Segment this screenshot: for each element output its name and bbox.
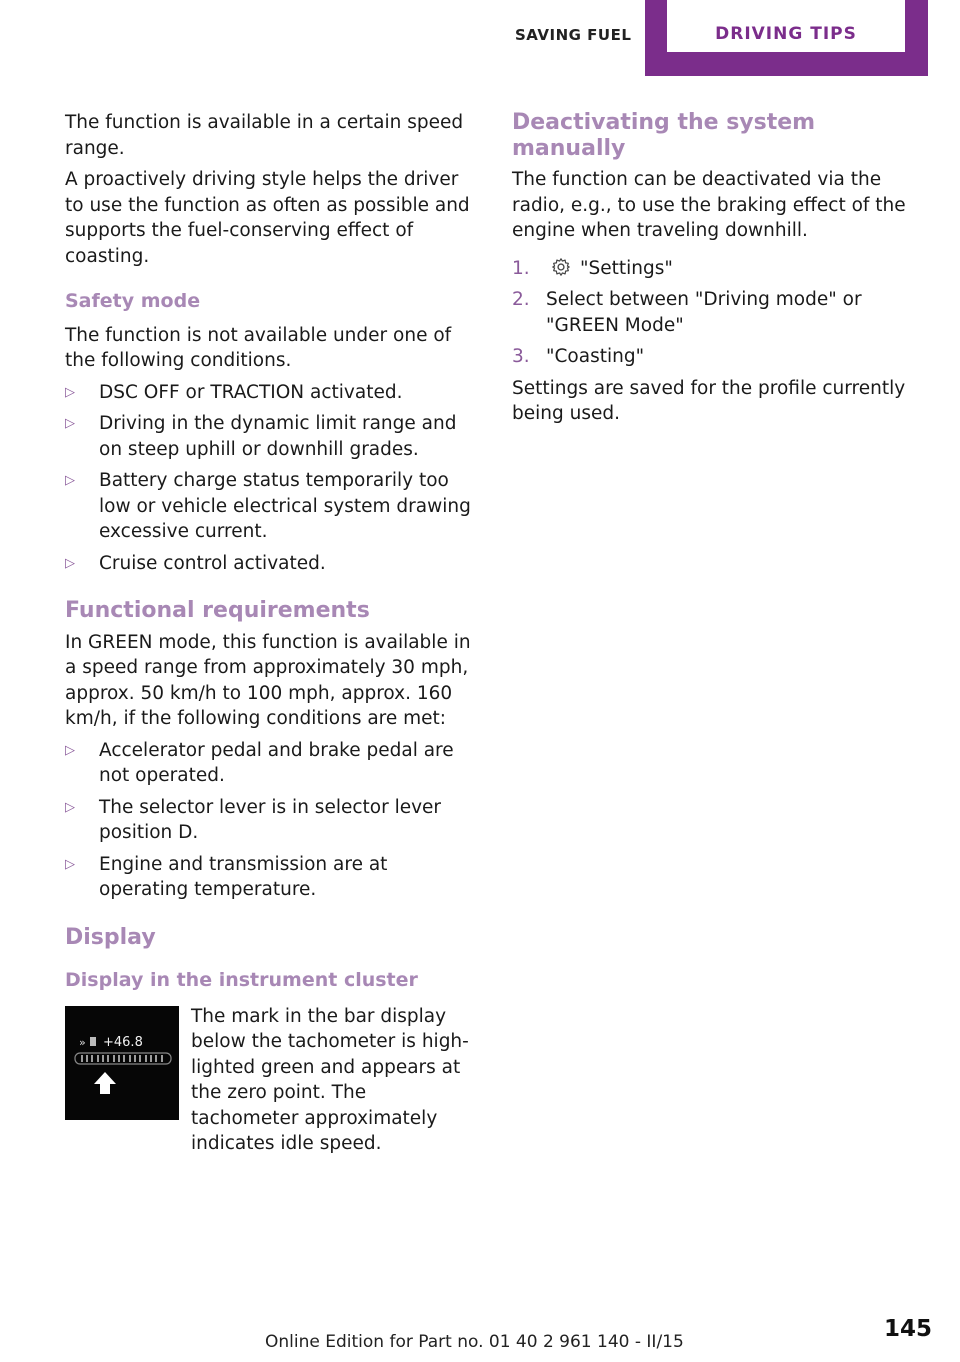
- list-item: [65, 795, 477, 846]
- list-item: [65, 411, 477, 462]
- footer-edition: Online Edition for Part no. 01 40 2 961 140 - II/15: [265, 1332, 684, 1352]
- step-text: "Settings": [580, 257, 673, 279]
- list-item-text: Engine and transmission are at operating temperature.: [99, 853, 388, 900]
- deactivating-text: The function can be deactivated via the radio, e.g., to use the braking effect of the engine when traveling downhill.: [512, 169, 906, 241]
- list-item: [65, 380, 477, 406]
- display-heading: Display: [65, 924, 156, 950]
- gear-icon: [550, 256, 572, 278]
- cluster-value: +46.8: [103, 1034, 143, 1050]
- triangle-bullet-icon: ▷: [65, 384, 75, 400]
- triangle-bullet-icon: ▷: [65, 416, 75, 431]
- display-text: The mark in the bar display below the tachometer is highlighted green and appears at the zero point. The tachometer approximately indicates idle speed.: [191, 1005, 469, 1154]
- double-chevron-icon: »: [79, 1035, 86, 1049]
- right-column: [512, 110, 920, 433]
- functional-requirements-text: In GREEN mode, this function is available in a speed range from approximately 30 mph, approx. 50 km/h to 100 mph, approx. 160 km/h, if the following conditions are met:: [65, 631, 471, 729]
- display-sub-heading: Display in the instrument cluster: [65, 969, 418, 991]
- section-title: SAVING FUEL: [515, 26, 632, 44]
- list-item: [65, 852, 477, 903]
- triangle-bullet-icon: ▷: [65, 742, 75, 758]
- list-item: [65, 551, 477, 577]
- left-column: [65, 110, 477, 1163]
- safety-mode-list: [65, 380, 477, 577]
- list-item: [65, 738, 477, 789]
- step-item: [512, 344, 920, 370]
- instrument-cluster-image: [65, 1006, 179, 1120]
- step-number: 3.: [512, 346, 530, 367]
- step-text: Select between "Driving mode" or "GREEN Mode": [546, 289, 862, 336]
- triangle-bullet-icon: ▷: [65, 856, 75, 872]
- up-arrow-icon: [94, 1072, 116, 1084]
- list-item-text: Accelerator pedal and brake pedal are not operated.: [99, 739, 454, 786]
- list-item-text: Driving in the dynamic limit range and on steep uphill or downhill grades.: [99, 413, 457, 460]
- functional-requirements-heading: Functional requirements: [65, 598, 370, 623]
- triangle-bullet-icon: ▷: [65, 799, 75, 815]
- chapter-tab-label: DRIVING TIPS: [667, 0, 905, 52]
- page-number: 145: [884, 1316, 933, 1342]
- safety-mode-text: The function is not available under one of the following conditions.: [65, 324, 452, 371]
- steps-list: [512, 256, 920, 370]
- list-item-text: DSC OFF or TRACTION activated.: [99, 381, 403, 403]
- intro-paragraph-1: The function is available in a certain speed range.: [65, 112, 464, 159]
- triangle-bullet-icon: ▷: [65, 473, 75, 488]
- closing-text: Settings are saved for the profile currently being used.: [512, 377, 906, 424]
- list-item-text: The selector lever is in selector lever position D.: [99, 796, 442, 843]
- step-number: 1.: [512, 257, 530, 279]
- display-block: [65, 1004, 477, 1157]
- step-number: 2.: [512, 289, 530, 310]
- list-item: [65, 468, 477, 545]
- deactivating-heading: Deactivating the system manually: [512, 110, 816, 161]
- intro-paragraph-2: A proactively driving style helps the driver to use the function as often as possible and supports the fuel-conserving effect of coasting.: [65, 169, 470, 267]
- triangle-bullet-icon: ▷: [65, 555, 75, 571]
- list-item-text: Cruise control activated.: [99, 552, 326, 574]
- chapter-tab: [645, 0, 928, 76]
- step-text: "Coasting": [546, 346, 645, 367]
- safety-mode-heading: Safety mode: [65, 290, 201, 312]
- fuel-pump-icon: [90, 1037, 96, 1046]
- bar-ticks: [82, 1055, 162, 1062]
- step-item: [512, 256, 920, 282]
- step-item: [512, 287, 920, 338]
- list-item-text: Battery charge status temporarily too low or vehicle electrical system drawing excessive current.: [99, 470, 471, 542]
- functional-requirements-list: [65, 738, 477, 903]
